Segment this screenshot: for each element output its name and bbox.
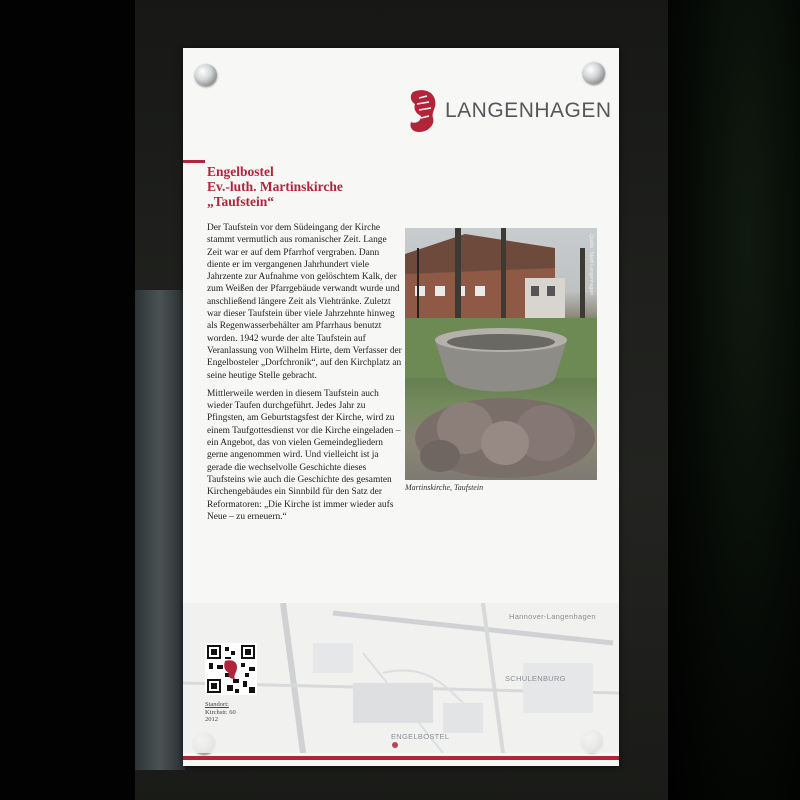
qr-code-icon[interactable] (205, 643, 257, 695)
standort-year: 2012 (205, 716, 218, 723)
standort-address: Kirchstr. 60 (205, 708, 236, 716)
photo-credit: Quelle: Stadt Langenhagen (588, 234, 594, 295)
baptismal-font-photo (405, 228, 597, 480)
metal-post (135, 290, 185, 770)
standort-label: Standort: (205, 701, 229, 708)
screw-icon (583, 62, 605, 84)
map-label-schulenburg: SCHULENBURG (505, 674, 566, 683)
map-label-engelbostel: ENGELBOSTEL (391, 732, 450, 741)
dark-background-left (0, 0, 135, 800)
logo-text: LANGENHAGEN (445, 99, 612, 122)
heading-location: Engelbostel (207, 164, 274, 179)
sign-heading (207, 164, 427, 209)
map-label-hannover: Hannover-Langenhagen (509, 612, 596, 621)
foliage-background-right (668, 0, 800, 800)
city-logo (405, 88, 612, 134)
body-paragraph: Der Taufstein vor dem Südeingang der Kirche stammt vermutlich aus romanischer Zeit. Lange Zeit war er auf dem Pfarrhof vergraben. Dann diente er im vergangenen Jahrhundert viele Jahrzente zur Aufnahme von gelöschtem Kalk, der zum Weißen der Pfarrgebäude verwandt wurde und anschließend längere Zeit als Viehtränke. Zuletzt war dieser Taufstein über viele Jahrzehnte hinweg als Regenwasserbehälter am Pfarrhaus benutzt worden. 1942 wurde der alte Taufstein auf Veranlassung von Wilhelm Hirte, dem Verfasser der Engelbosteler „Dorfchronik“, auf den Kirchplatz an seine heutige Stelle gebracht. (207, 223, 402, 381)
screw-icon (195, 64, 217, 86)
location-info (205, 701, 236, 724)
heading-accent-rule (183, 160, 205, 163)
lion-icon (405, 88, 439, 134)
photo-caption: Martinskirche, Taufstein (405, 483, 484, 492)
body-paragraph: Mittlerweile werden in diesem Taufstein auch wieder Taufen durchgeführt. Jedes Jahr zu Pfingsten, am Geburtstagsfest der Kirche, wird zu einem Taufgottesdienst vor die Kirche eingeladen – ein Angebot, das von vielen Gemeindegliedern gerne angenommen wird. Und vielleicht ist ja gerade die wechselvolle Geschichte dieses Taufsteins wie auch die Geschichte des gesamten Kirchengebäudes ein Sinnbild für den Satz der Reformatoren: „Die Kirche ist immer wieder aufs Neue – zu erneuern.“ (207, 388, 401, 522)
sign-body-text (207, 222, 402, 529)
bottom-accent-bar (183, 756, 619, 760)
heading-subject: „Taufstein“ (207, 194, 275, 209)
heading-church: Ev.-luth. Martinskirche (207, 179, 343, 194)
information-sign (183, 48, 619, 766)
